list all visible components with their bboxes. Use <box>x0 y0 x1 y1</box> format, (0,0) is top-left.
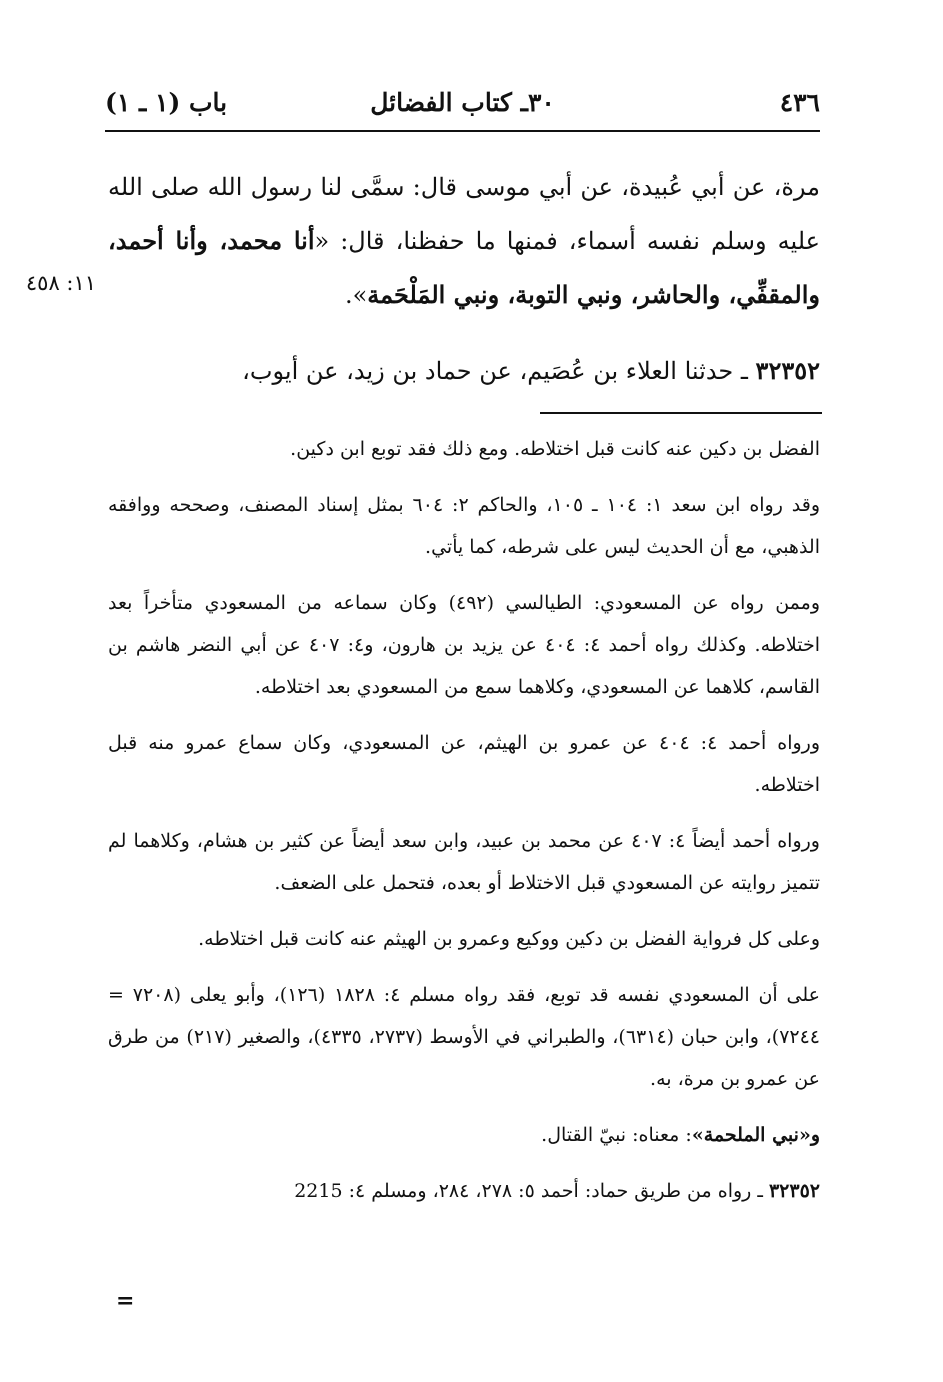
running-header <box>105 84 820 130</box>
footnote-source: ـ رواه من طريق حماد: أحمد ٥: ٢٧٨، ٢٨٤، ومسلم ٤: 2215 <box>294 1180 769 1202</box>
footnote-definition: : معناه: نبيّ القتال. <box>541 1124 692 1146</box>
header-rule <box>105 130 820 132</box>
margin-reference: ١١: ٤٥٨ <box>25 271 97 295</box>
hadith-text: مرة، عن أبي عُبيدة، عن أبي موسى قال: سمَّى لنا رسول الله صلى الله عليه وسلم نفسه أسماء، فمنها ما حفظنا، قال: « <box>108 173 820 255</box>
footnote-paragraph: وقد رواه ابن سعد ١: ١٠٤ ـ ١٠٥، والحاكم ٢: ٦٠٤ بمثل إسناد المصنف، وصححه ووافقه الذهبي، مع أن الحديث ليس على شرطه، كما يأتي. <box>108 494 821 558</box>
footnote-paragraph: الفضل بن دكين عنه كانت قبل اختلاطه. ومع ذلك فقد توبع ابن دكين. <box>290 438 820 460</box>
hadith-paragraph-next <box>108 344 820 398</box>
chapter-label: باب (١ ـ ١) <box>105 88 228 117</box>
footnote-paragraph: ورواه أحمد ٤: ٤٠٤ عن عمرو بن الهيثم، عن المسعودي، وكان سماع عمرو منه قبل اختلاطه. <box>108 732 821 796</box>
footnote-term: و«نبي الملحمة» <box>691 1124 820 1146</box>
hadith-quote: أنا محمد، وأنا أحمد، والمقفِّي، والحاشر، ونبي التوبة، ونبي المَلْحَمة <box>108 226 820 309</box>
main-text <box>108 160 820 398</box>
footnote-hadith-number: ٣٢٣٥٢ <box>768 1180 820 1202</box>
book-title: ٣٠ـ كتاب الفضائل <box>370 88 555 117</box>
hadith-text-end: ». <box>344 281 368 309</box>
hadith-paragraph <box>108 160 820 322</box>
page-number: ٤٣٦ <box>779 88 820 117</box>
continuation-mark: = <box>116 1288 135 1314</box>
footnotes <box>108 428 820 1226</box>
footnote-paragraph: على أن المسعودي نفسه قد توبع، فقد رواه مسلم ٤: ١٨٢٨ (١٢٦)، وأبو يعلى (٧٢٠٨ = ٧٢٤٤)، وابن حبان (٦٣١٤)، والطبراني في الأوسط (٢٧٣٧، ٤٣٣٥)، والصغير (٢١٧) من طرق عن عمرو بن مرة، به. <box>108 984 821 1090</box>
hadith-chain: ـ حدثنا العلاء بن عُصَيم، عن حماد بن زيد، عن أيوب، <box>242 357 756 385</box>
footnote-paragraph: وعلى كل فرواية الفضل بن دكين ووكيع وعمرو بن الهيثم عنه كانت قبل اختلاطه. <box>198 928 820 950</box>
footnote-rule <box>540 412 822 414</box>
footnote-paragraph <box>108 1114 820 1156</box>
footnote-paragraph: وممن رواه عن المسعودي: الطيالسي (٤٩٢) وكان سماعه من المسعودي متأخراً بعد اختلاطه. وكذلك رواه أحمد ٤: ٤٠٤ عن يزيد بن هارون، و٤: ٤٠٧ عن أبي النضر هاشم بن القاسم، كلاهما عن المسعودي، وكلاهما سمع من المسعودي بعد اختلاطه. <box>108 592 821 698</box>
footnote-paragraph: ورواه أحمد أيضاً ٤: ٤٠٧ عن محمد بن عبيد، وابن سعد أيضاً عن كثير بن هشام، وكلاهما لم تتميز روايته عن المسعودي قبل الاختلاط أو بعده، فتحمل على الضعف. <box>108 830 820 894</box>
hadith-number: ٣٢٣٥٢ <box>755 356 820 385</box>
footnote-paragraph <box>108 1170 820 1212</box>
